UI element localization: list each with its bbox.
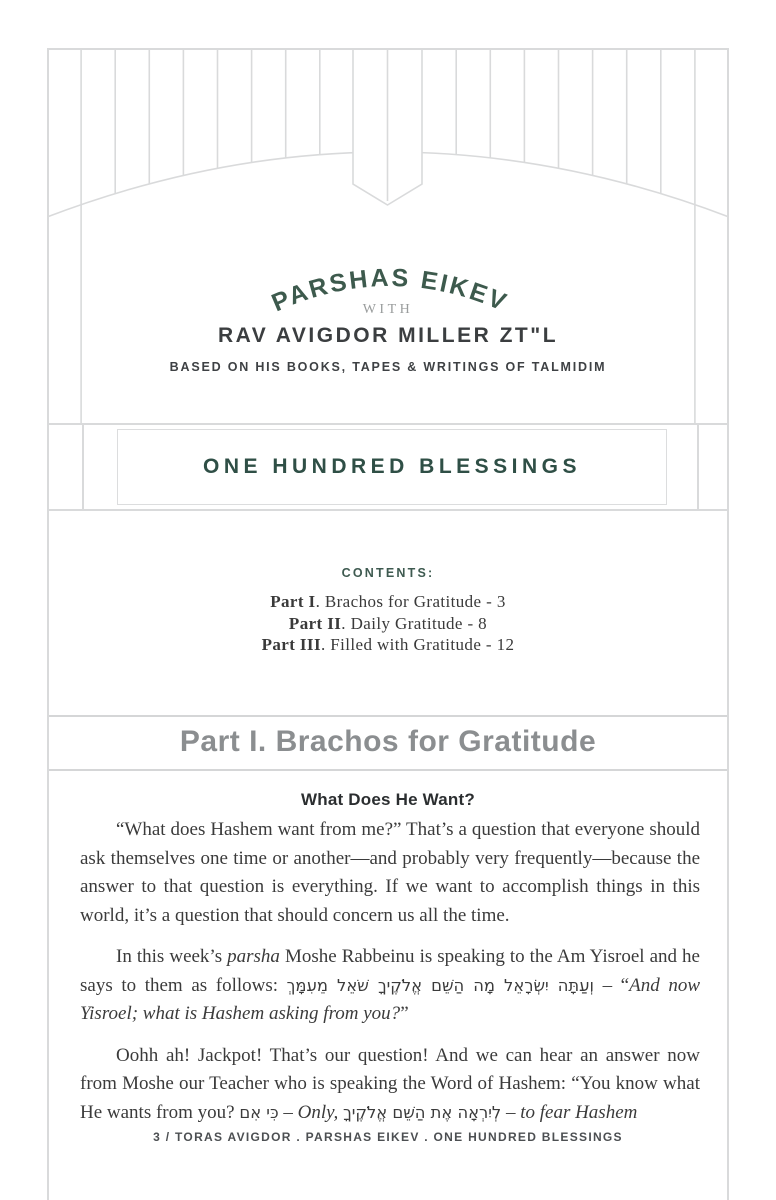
masthead-tagline: BASED ON HIS BOOKS, TAPES & WRITINGS OF TALMIDIM: [169, 360, 607, 374]
masthead-with-label: WITH: [362, 302, 414, 317]
contents-item: Part I. Brachos for Gratitude - 3: [270, 592, 506, 611]
contents-item: Part III. Filled with Gratitude - 12: [261, 635, 515, 654]
body-paragraphs: [80, 816, 700, 1140]
contents-list: [49, 591, 727, 656]
issue-title-band: [49, 423, 727, 511]
contents-block: [49, 566, 727, 656]
page-frame: [47, 48, 729, 1200]
band-pillar-line: [697, 425, 699, 509]
contents-heading: CONTENTS:: [341, 566, 435, 580]
band-pillar-line: [82, 425, 84, 509]
issue-title-box: [117, 429, 667, 505]
paragraph: In this week’s parsha Moshe Rabbeinu is speaking to the Am Yisroel and he says to them as follows: וְעַתָּה יִשְׂרָאֵל מָה הַשֵּׁם אֱלֹקֶיךָ שֹׁאֵל מֵעִמָּךְ – “And now Yisroel; what is Hashem asking from you?”: [80, 946, 700, 1024]
masthead-author: RAV AVIGDOR MILLER ZT"L: [217, 324, 559, 347]
section-subheading: What Does He Want?: [301, 790, 475, 809]
svg-text:PARSHAS EIKEV: PARSHAS EIKEV: [267, 263, 513, 318]
paragraph: Oohh ah! Jackpot! That’s our question! And we can hear an answer now from Moshe our Teacher who is speaking the Word of Hashem: “You know what He wants from you? כִּי אִם – Only, לְיִרְאָה אֶת הַשֵּׁם אֱלֹקֶיךָ – to fear Hashem: [80, 1044, 700, 1123]
page-footer: 3 / TORAS AVIGDOR . PARSHAS EIKEV . ONE HUNDRED BLESSINGS: [153, 1130, 623, 1144]
section-title: Part I. Brachos for Gratitude: [49, 715, 727, 771]
contents-item: Part II. Daily Gratitude - 8: [288, 613, 488, 633]
paragraph: “What does Hashem want from me?” That’s a question that everyone should ask themselves one time or another—and probably very frequently—because the answer to that question is everything. If we want to accomplish things in this world, it’s a question that should concern us all the time.: [80, 819, 700, 926]
issue-title: ONE HUNDRED BLESSINGS: [202, 455, 582, 478]
